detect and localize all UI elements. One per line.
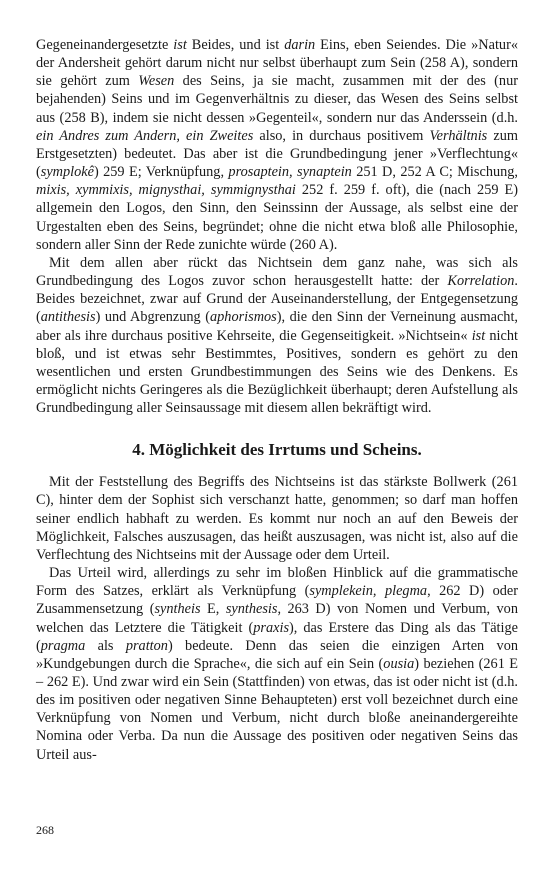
text-run: 251 D, 252 A C; Mischung,: [351, 164, 518, 181]
page-number: 268: [36, 823, 54, 837]
italic-term: Korrelation: [447, 273, 515, 290]
italic-term: Verhältnis: [429, 127, 488, 144]
text-run: Beides, und ist: [186, 37, 285, 53]
text-run: Mit der Feststellung des Begriffs des Nichtseins ist das stärkste Bollwerk (261 C), hinter dem der Sophist sich verschanzt hatte, genommen; so darf man hoffen seiner endlich habhaft zu werden. Es kommt nur noch an auf den Beweis der Möglichkeit, Falsches auszusagen, das heißt auszusagen, was nicht ist, also auf die Verflechtung des Nichtseins mit der Aussage oder dem Urteil.: [36, 474, 518, 563]
italic-term: mixis, xymmixis, mignysthai, symmignysthai: [36, 182, 296, 199]
text-run: ) beziehen (261 E – 262 E). Und zwar wird ein Sein (Stattfinden) von etwas, das ist oder nicht ist (d.h. des im positiven oder negativen Sinne Behaupteten) erst voll bezeichnet durch eine Verknüpfung von Nomen und Verbum, nicht durch bloße aneinandergereihte Nomina oder Verba. Da nun die Aussage des positiven oder negativen Seins das Urteil aus-: [36, 655, 518, 763]
text-run: Gegeneinandergesetzte: [36, 37, 174, 53]
text-run: als: [85, 637, 126, 654]
text-run: ) bedeute. Denn das seien die einzigen Arten von »Kundgebungen durch die Sprache«, die sich auf ein Sein (: [36, 637, 518, 672]
italic-term: ist: [471, 327, 486, 344]
italic-term: symplekein, plegma: [309, 583, 428, 600]
italic-term: ist: [173, 37, 187, 53]
text-run: , 263 D) von Nomen und Verbum, von welchen das Letztere die Tätigkeit (: [36, 601, 518, 636]
italic-term: antithesis: [40, 309, 96, 326]
italic-term: synthesis: [225, 601, 278, 618]
text-run: Das Urteil wird, allerdings zu sehr im bloßen Hinblick auf die grammatische Form des Satzes, erklärt als Verknüpfung (: [36, 565, 518, 600]
text-run: zum Erstgesetzten) bedeutet. Das aber ist die Grundbedingung jener »Verflechtung« (: [36, 127, 518, 181]
italic-term: darin: [284, 37, 316, 53]
body-text: [36, 36, 518, 764]
paragraph-4: [36, 564, 518, 764]
text-run: also, in durchaus positivem: [253, 127, 430, 144]
text-run: ), das Erstere das Ding als das Tätige (: [36, 619, 518, 654]
italic-term: pratton: [125, 637, 168, 654]
italic-term: aphorismos: [210, 309, 277, 326]
text-run: des Seins, ja sie macht, zusammen mit der des (nur bejahenden) Seins und im Gegenverhältnis zu dieser, das Wesen des Seins selbst aus (258 B), indem sie nicht dessen »Gegenteil«, sondern nur das Anderssein (d.h.: [36, 73, 518, 126]
text-run: 252 f. 259 f. oft), die (nach 259 E) allgemein den Logos, den Sinn, den Seinssinn der Aussage, als selbst eine der Urgestalten eben des Seins, begründet; ohne die nicht etwa bloß alle Philosophie, sondern aller Sinn der Rede zunichte würde (260 A).: [36, 182, 518, 253]
text-run: ) und Abgrenzung (: [95, 309, 210, 326]
text-run: ) 259 E; Verknüpfung,: [93, 164, 229, 181]
italic-term: pragma: [40, 637, 86, 654]
paragraph-3: [36, 473, 518, 564]
italic-term: ein Andres zum Andern, ein Zweites: [36, 127, 254, 144]
text-run: Mit dem allen aber rückt das Nichtsein dem ganz nahe, was sich als Grundbedingung des Logos zuvor schon herausgestellt hatte: der: [36, 254, 518, 290]
paragraph-1: [36, 36, 518, 254]
italic-term: praxis: [253, 619, 290, 636]
text-run: nicht bloß, und ist etwas sehr Bestimmtes, Positives, sondern es gehört zu den wesentlichen und ersten Grundbestimmungen des Seins wie des Denkens. Es ermöglicht nichts Geringeres als die Bezüglichkeit überhaupt; deren Aufstellung als Grundbedingung aller Seinsaussage mit diesem allen bekräftigt wird.: [36, 327, 518, 417]
section-heading: 4. Möglichkeit des Irrtums und Scheins.: [132, 440, 422, 460]
italic-term: ousia: [383, 655, 415, 672]
italic-term: symplokê: [40, 164, 94, 181]
text-run: E,: [200, 601, 226, 618]
text-run: , 262 D) oder Zusammensetzung (: [36, 583, 519, 618]
text-run: . Beides bezeichnet, zwar auf Grund der Auseinanderstellung, der Entgegensetzung (: [36, 273, 518, 326]
italic-term: Wesen: [138, 73, 175, 90]
italic-term: prosaptein, synaptein: [228, 164, 352, 181]
italic-term: syntheis: [154, 601, 201, 618]
text-run: ), die den Sinn der Verneinung ausmacht, aber als ihre durchaus positive Kehrseite, die Gegenseitigkeit. »Nichtsein«: [36, 309, 518, 344]
text-run: Eins, eben Seiendes. Die »Natur« der Andersheit gehört darum nicht nur selbst überhaupt zum Sein (258 A), sondern sie gehört zum: [36, 37, 518, 90]
paragraph-2: [36, 254, 518, 417]
